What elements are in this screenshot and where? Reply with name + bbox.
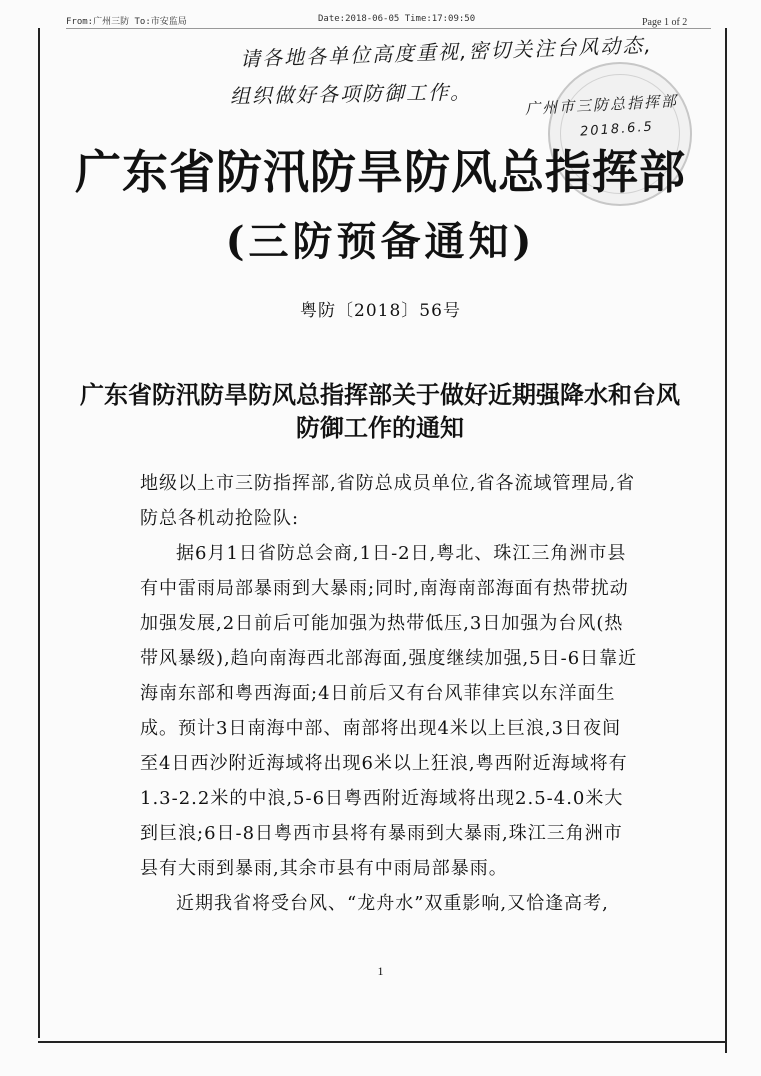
document-body	[140, 466, 640, 921]
handwritten-instruction-line2: 组织做好各项防御工作。	[229, 79, 473, 109]
page-number: 1	[377, 964, 384, 978]
issuing-organization-title: 广东省防汛防旱防风总指挥部	[75, 145, 686, 199]
addressees: 地级以上市三防指挥部,省防总成员单位,省各流域管理局,省防总各机动抢险队:	[140, 473, 636, 529]
document-title: 广东省防汛防旱防风总指挥部关于做好近期强降水和台风防御工作的通知	[80, 380, 680, 442]
paragraph-forecast: 据6月1日省防总会商,1日-2日,粤北、珠江三角洲市县有中雷雨局部暴雨到大暴雨;同时,南海南部海面有热带扰动加强发展,2日前后可能加强为热带低压,3日加强为台风(热带风暴级),趋向南海西北部海面,强度继续加强,5日-6日靠近海南东部和粤西海面;4日前后又有台风菲律宾以东洋面生成。预计3日南海中部、南部将出现4米以上巨浪,3日夜间至4日西沙附近海域将出现6米以上狂浪,粤西附近海域将有1.3-2.2米的中浪,5-6日粤西附近海域将出现2.5-4.0米大到巨浪;6日-8日粤西市县将有暴雨到大暴雨,珠江三角洲市县有大雨到暴雨,其余市县有中雨局部暴雨。	[140, 543, 638, 879]
fax-header-divider	[66, 28, 711, 29]
handwritten-date: 2018.6.5	[579, 119, 655, 140]
notice-type-title: (三防预备通知)	[225, 218, 536, 265]
paragraph-impact: 近期我省将受台风、“龙舟水”双重影响,又恰逢高考,	[176, 893, 609, 914]
document-number: 粤防〔2018〕56号	[300, 301, 461, 321]
handwritten-signer: 广州市三防总指挥部	[524, 92, 679, 118]
scan-frame-bottom	[38, 1041, 727, 1043]
fax-page-indicator: Page 1 of 2	[642, 17, 688, 28]
fax-sender: From:广州三防 To:市安监局	[66, 17, 187, 27]
fax-timestamp: Date:2018-06-05 Time:17:09:50	[318, 14, 476, 24]
handwritten-instruction-line1: 请各地各单位高度重视,密切关注台风动态,	[239, 32, 654, 72]
